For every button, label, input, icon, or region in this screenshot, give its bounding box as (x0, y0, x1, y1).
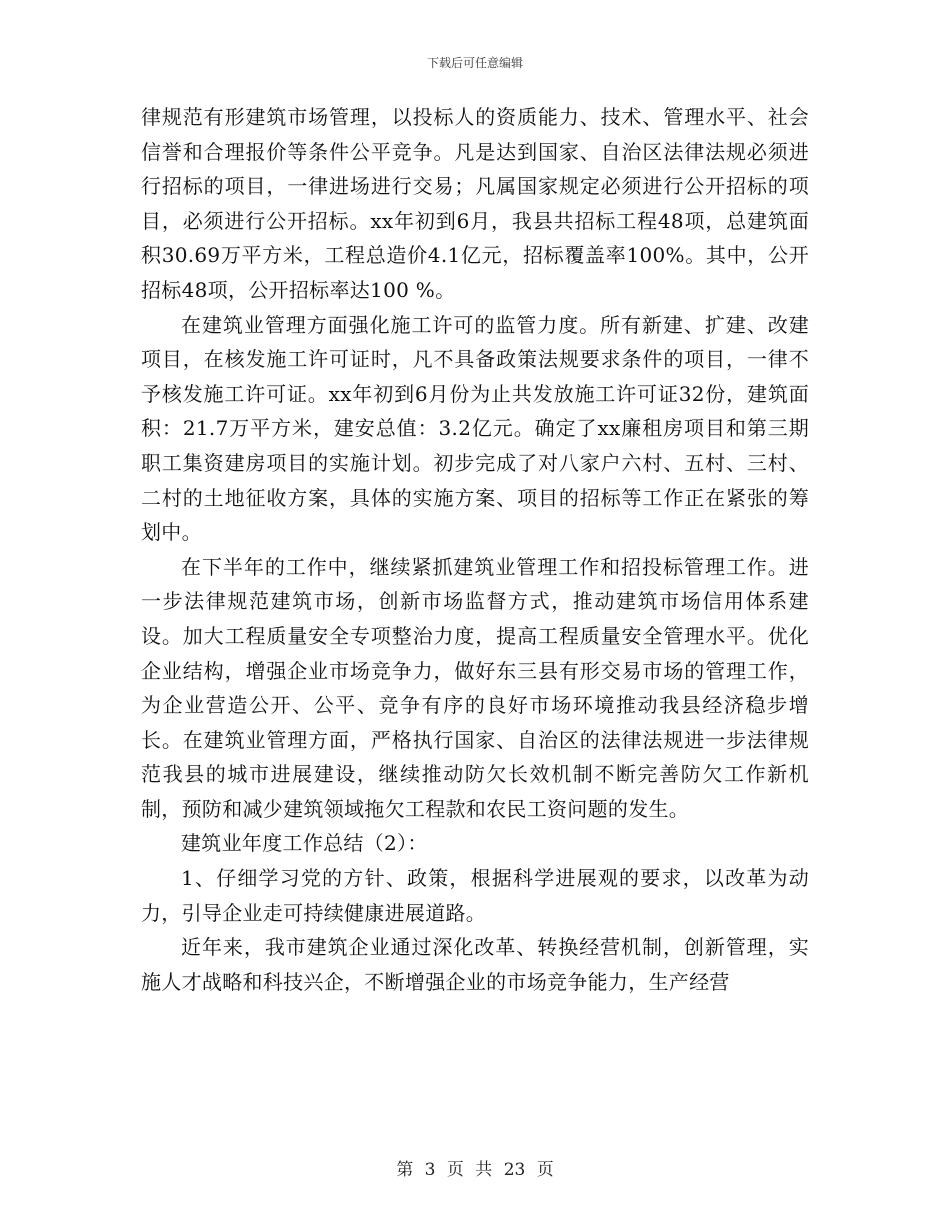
paragraph-3: 在下半年的工作中，继续紧抓建筑业管理工作和招投标管理工作。进一步法律规范建筑市场，创新市场监督方式，推动建筑市场信用体系建设。加大工程质量安全专项整治力度，提高工程质量安全管理水平。优化企业结构，增强企业市场竞争力，做好东三县有形交易市场的管理工作，为企业营造公开、公平、竞争有序的良好市场环境推动我县经济稳步增长。在建筑业管理方面，严格执行国家、自治区的法律法规进一步法律规范我县的城市进展建设，继续推动防欠长效机制不断完善防欠工作新机制，预防和减少建筑领域拖欠工程款和农民工资问题的发生。 (141, 554, 809, 821)
paragraph-5: 1、仔细学习党的方针、政策，根据科学进展观的要求，以改革为动力，引导企业走可持续健康进展道路。 (141, 866, 809, 925)
paragraph-6: 近年来，我市建筑企业通过深化改革、转换经营机制，创新管理，实施人才战略和科技兴企，不断增强企业的市场竞争能力，生产经营 (141, 935, 809, 994)
page-header: 下载后可任意编辑 (426, 56, 523, 70)
section-heading: 建筑业年度工作总结（2）： (181, 831, 428, 856)
paragraph-1: 律规范有形建筑市场管理，以投标人的资质能力、技术、管理水平、社会信誉和合理报价等条件公平竞争。凡是达到国家、自治区法律法规必须进行招标的项目，一律进场进行交易；凡属国家规定必须进行公开招标的项目，必须进行公开招标。xx年初到6月，我县共招标工程48项，总建筑面积30.69万平方米，工程总造价4.1亿元，招标覆盖率100%。其中，公开招标48项，公开招标率达100 %。 (141, 105, 809, 302)
paragraph-2: 在建筑业管理方面强化施工许可的监管力度。所有新建、扩建、改建项目，在核发施工许可证时，凡不具备政策法规要求条件的项目，一律不予核发施工许可证。xx年初到6月份为止共发放施工许可证32份，建筑面积：21.7万平方米，建安总值：3.2亿元。确定了xx廉租房项目和第三期职工集资建房项目的实施计划。初步完成了对八家户六村、五村、三村、二村的土地征收方案，具体的实施方案、项目的招标等工作正在紧张的筹划中。 (141, 312, 809, 545)
document-body (141, 100, 809, 999)
page-footer: 第 3 页 共 23 页 (396, 1160, 554, 1180)
